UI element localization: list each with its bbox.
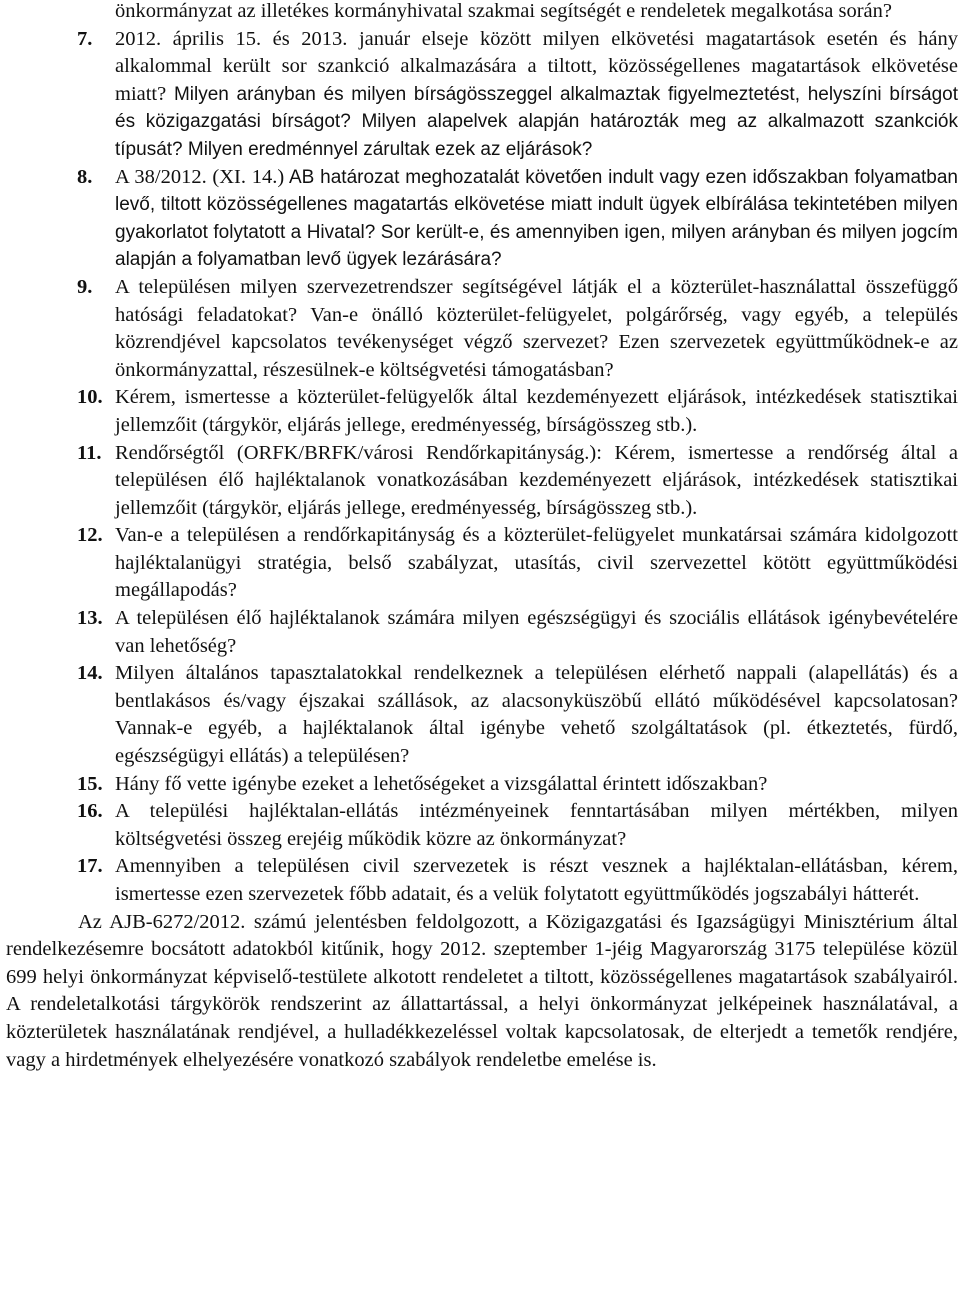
question-item-11 [0, 440, 960, 523]
question-number: 16. [77, 800, 103, 823]
question-item-12 [0, 522, 960, 605]
question-text: Milyen általános tapasztalatokkal rendelkeznek a településen elérhető nappali (alapellátás) és a bentlakásos és/vagy éjszakai szállások, az alacsonyküszöbű ellátó működésével kapcsolatosan? Vannak-e egyéb, a hajléktalanok által igénybe vehető szolgáltatások (pl. étkeztetés, fürdő, egészségügyi ellátás) a településen? [115, 662, 958, 768]
question-item-10 [0, 384, 960, 439]
question-text: Van-e a településen a rendőrkapitányság és a közterület-felügyelet munkatársai számára kidolgozott hajléktalanügyi stratégia, belső szabályzat, utasítás, civil szervezettel kötött együttműködési megállapodás? [115, 524, 958, 602]
continuation-text: önkormányzat az illetékes kormányhivatal szakmai segítségét e rendeletek megalkotása során? [115, 0, 892, 22]
question-number: 9. [77, 275, 93, 298]
question-text: 2012. április 15. és 2013. január elseje között milyen elkövetési magatartások esetén és hány alkalommal került sor szankció alkalmazására a tiltott, közösségellenes magatartások elkövetése miatt? [115, 27, 958, 105]
closing-paragraph: Az AJB-6272/2012. számú jelentésben feldolgozott, a Közigazgatási és Igazságügyi Minisztérium által rendelkezésemre bocsátott adatokból kitűnik, hogy 2012. szeptember 1-jéig Magyarország 3175 települése közül 699 helyi önkormányzat képviselő-testülete alkotott rendeletet a tiltott, közösségellenes magatartások szabályairól. A rendeletalkotási tárgykörök rendszerint az állattartással, a helyi önkormányzat jelképeinek használatával, a közterületek használatának rendjével, a hulladékkezeléssel voltak kapcsolatosak, de elterjedt a temetők rendjére, vagy a hirdetmények elhelyezésére vonatkozó szabályok rendeletbe emelése is. [6, 910, 958, 1071]
question-item-14 [0, 660, 960, 770]
question-number: 14. [77, 662, 103, 685]
question-text: A 38/2012. (XI. 14.) [115, 165, 285, 188]
question-number: 13. [77, 607, 103, 630]
question-text-sans: AB határozat meghozatalát követően indult vagy ezen időszakban folyamatban levő, tiltott közösségellenes magatartás elkövetése miatt indult ügyek elbírálása tekintetében milyen gyakorlatot folytatott a Hivatal? Sor került-e, és amennyiben igen, milyen arányban és milyen jogcím alapján a folyamatban levő ügyek lezárására? [115, 166, 958, 271]
question-number: 10. [77, 386, 103, 409]
question-text: Kérem, ismertesse a közterület-felügyelők által kezdeményezett eljárások, intézkedések statisztikai jellemzőit (tárgykör, eljárás jellege, eredményesség, bírságösszeg stb.). [115, 386, 958, 436]
question-number: 8. [77, 165, 93, 188]
question-text: Rendőrségtől (ORFK/BRFK/városi Rendőrkapitányság.): Kérem, ismertesse a rendőrség által a településen élő hajléktalanok vonatkozásában kezdeményezett eljárások, intézkedések statisztikai jellemzőit (tárgykör, eljárás jellege, eredményesség, bírságösszeg stb.). [115, 441, 958, 519]
question-item-13 [0, 605, 960, 660]
question-number: 17. [77, 855, 103, 878]
question-item-16 [0, 798, 960, 853]
question-text: A települési hajléktalan-ellátás intézményeinek fenntartásában milyen mértékben, milyen költségvetési összeg erejéig működik közre az önkormányzat? [115, 800, 958, 850]
question-item-17 [0, 853, 960, 908]
question-item-9 [0, 274, 960, 384]
question-item-15 [0, 771, 960, 799]
question-text-sans: Milyen arányban és milyen bírságösszeggel alkalmaztak figyelmeztetést, helyszíni bírságot és közigazgatási bírságot? Milyen alapelvek alapján határozták meg az alkalmazott szankciók típusát? Milyen eredménnyel zárultak ezek az eljárások? [115, 83, 958, 160]
question-text: A településen élő hajléktalanok számára milyen egészségügyi és szociális ellátások igénybevételére van lehetőség? [115, 607, 958, 657]
question-item-8 [0, 164, 960, 274]
question-text: Amennyiben a településen civil szervezetek is részt vesznek a hajléktalan-ellátásban, kérem, ismertesse ezen szervezetek főbb adatait, és a velük folytatott együttműködés jogszabályi hátterét. [115, 855, 958, 905]
question-text: Hány fő vette igénybe ezeket a lehetőségeket a vizsgálattal érintett időszakban? [115, 772, 768, 795]
question-number: 12. [77, 524, 103, 547]
question-number: 7. [77, 27, 93, 50]
question-number: 15. [77, 772, 103, 795]
question-number: 11. [77, 441, 102, 464]
question-text: A településen milyen szervezetrendszer segítségével látják el a közterület-használattal összefüggő hatósági feladatokat? Van-e önálló közterület-felügyelet, polgárőrség, vagy egyéb, a település közrendjével kapcsolatos tevékenységet végző szervezet? Ezen szervezetek együttműködnek-e az önkormányzattal, részesülnek-e költségvetési támogatásban? [115, 275, 958, 381]
question-item-7 [0, 26, 960, 164]
